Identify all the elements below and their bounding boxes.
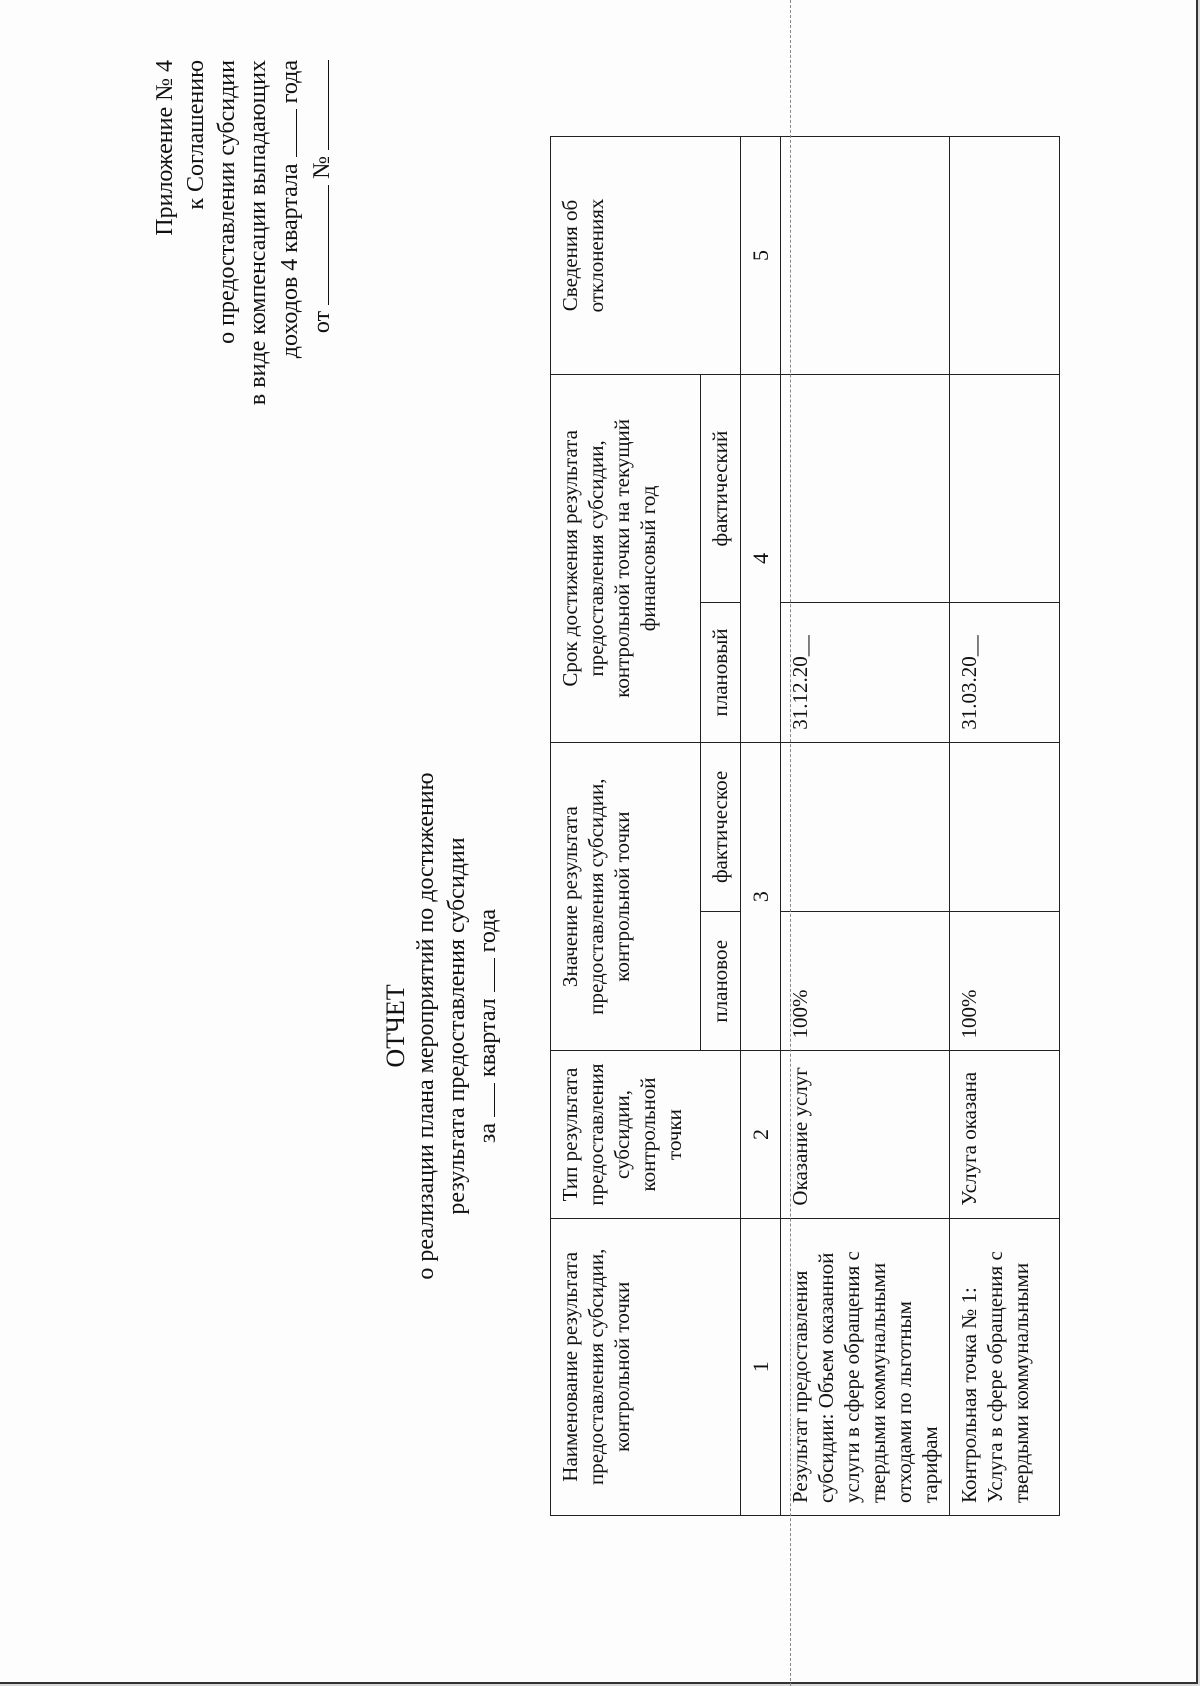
title-line-4-suffix: года	[475, 908, 501, 953]
appendix-line-5-suffix: года	[277, 60, 303, 104]
row-1-date-fact	[781, 375, 950, 603]
row-1-type: Оказание услуг	[781, 1051, 950, 1218]
column-number-3: 3	[741, 742, 781, 1051]
report-title	[380, 726, 504, 1326]
blank-line	[274, 109, 297, 157]
table-row	[781, 137, 950, 1516]
column-number-1: 1	[741, 1218, 781, 1515]
appendix-line-3: о предоставлении субсидии	[214, 60, 240, 344]
subheader-value-plan: плановое	[701, 912, 741, 1051]
row-1-deviation	[781, 137, 950, 375]
title-line-4	[473, 726, 504, 1326]
header-type: Тип результата предоставления субсидии, контрольной точки	[551, 1051, 741, 1218]
row-2-deviation	[950, 137, 1060, 375]
column-number-5: 5	[741, 137, 781, 375]
table-header-row	[551, 137, 701, 1516]
scan-dashed-line	[790, 0, 791, 1686]
row-1-value-fact	[781, 742, 950, 911]
report-table	[550, 136, 1060, 1516]
column-number-4: 4	[741, 375, 781, 743]
row-1-value-plan: 100%	[781, 912, 950, 1051]
title-line-2: о реализации плана мероприятий по достижению	[413, 772, 439, 1280]
appendix-line-6-number-sign: №	[309, 156, 335, 179]
subheader-date-plan: плановый	[701, 603, 741, 743]
subheader-date-fact: фактический	[701, 375, 741, 603]
title-main: ОТЧЕТ	[381, 984, 410, 1068]
blank-line	[474, 1083, 495, 1117]
title-line-4-prefix: за	[475, 1122, 501, 1144]
appendix-line-6-prefix: от	[309, 310, 335, 334]
row-2-name: Контрольная точка № 1: Услуга в сфере обращения с твердыми коммунальными	[950, 1218, 1060, 1515]
title-line-3: результата предоставления субсидии	[444, 837, 470, 1215]
header-deviation: Сведения об отклонениях	[551, 137, 741, 375]
title-line-4-mid: квартал	[475, 998, 501, 1077]
appendix-line-6	[306, 60, 338, 405]
row-2-date-plan: 31.03.20__	[950, 603, 1060, 743]
appendix-line-2: к Соглашению	[183, 60, 209, 210]
header-value: Значение результата предоставления субсидии, контрольной точки	[551, 742, 701, 1051]
blank-line	[306, 185, 329, 305]
table-row	[950, 137, 1060, 1516]
appendix-block	[150, 60, 338, 405]
appendix-line-4: в виде компенсации выпадающих	[245, 60, 271, 406]
header-name: Наименование результата предоставления субсидии, контрольной точки	[551, 1218, 741, 1515]
subheader-value-fact: фактическое	[701, 742, 741, 911]
table-number-row	[741, 137, 781, 1516]
row-1-name: Результат предоставления субсидии: Объем оказанной услуги в сфере обращения с твердыми коммунальными отходами по льготным тарифам	[781, 1218, 950, 1515]
row-2-type: Услуга оказана	[950, 1051, 1060, 1218]
blank-line	[306, 60, 329, 150]
header-date: Срок достижения результата предоставления субсидии, контрольной точки на текущий финансовый год	[551, 375, 701, 743]
row-2-value-plan: 100%	[950, 912, 1060, 1051]
appendix-line-5	[274, 60, 306, 405]
row-1-date-plan: 31.12.20__	[781, 603, 950, 743]
row-2-date-fact	[950, 375, 1060, 603]
column-number-2: 2	[741, 1051, 781, 1218]
blank-line	[474, 958, 495, 992]
appendix-line-5-prefix: доходов 4 квартала	[277, 163, 303, 359]
row-2-value-fact	[950, 742, 1060, 911]
appendix-line-1: Приложение № 4	[152, 60, 178, 236]
